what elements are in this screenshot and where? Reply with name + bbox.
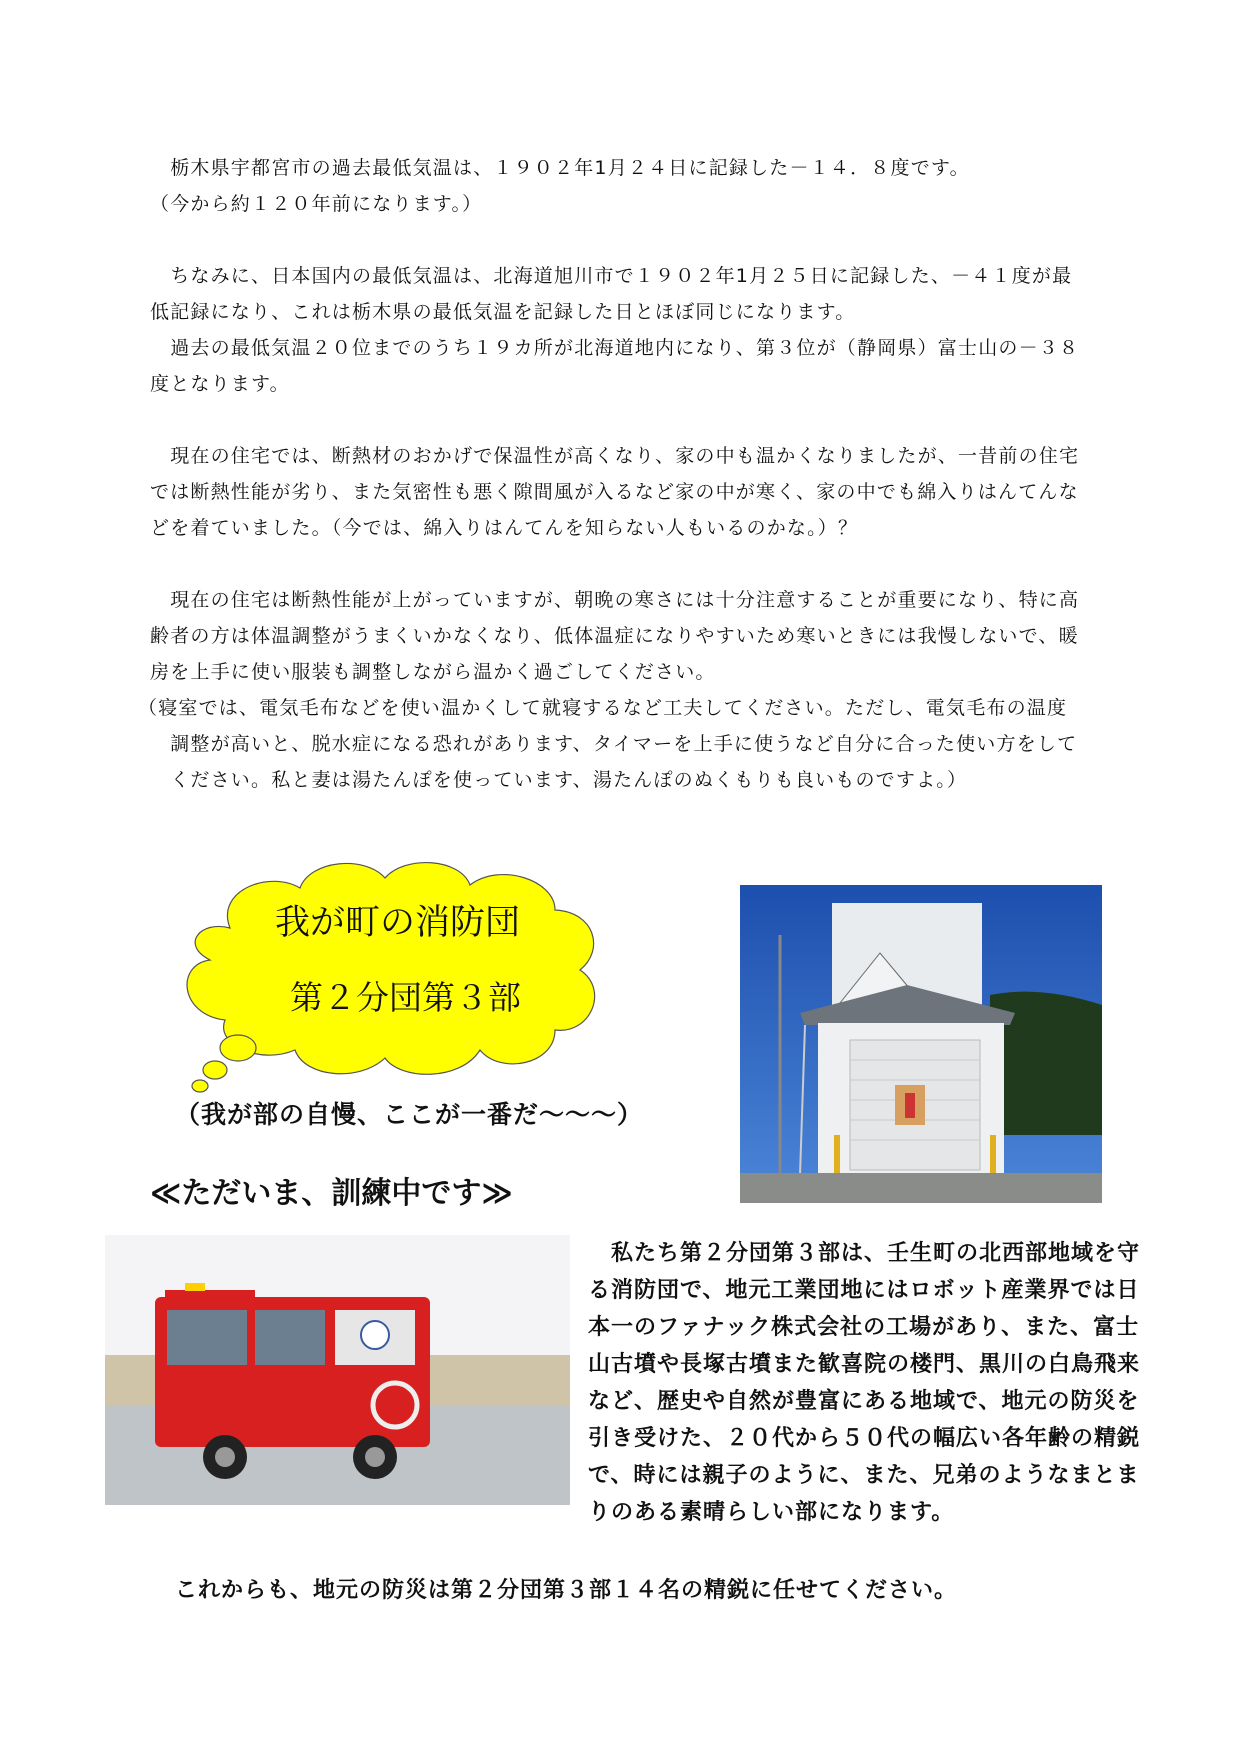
cloud-subtitle: 第２分団第３部	[290, 978, 521, 1017]
text-line: 現在の住宅は断熱性能が上がっていますが、朝晩の寒さには十分注意することが重要になり、特に高	[150, 589, 1080, 611]
text-line: 齢者の方は体温調整がうまくいかなくなり、低体温症になりやすいため寒いときには我慢しないで、暖	[150, 625, 1079, 647]
text-line: 度となります。	[150, 373, 290, 395]
text-line: ください。私と妻は湯たんぽを使っています、湯たんぽのぬくもりも良いものですよ。）	[150, 769, 968, 791]
text-line: どを着ていました。（今では、綿入りはんてんを知らない人もいるのかな。）？	[150, 517, 859, 539]
fire-truck-icon	[105, 1235, 570, 1505]
paragraph-record-low-utsunomiya	[150, 150, 1145, 222]
text-line: では断熱性能が劣り、また気密性も悪く隙間風が入るなど家の中が寒く、家の中でも綿入りはんてんな	[150, 481, 1079, 503]
text-line: 調整が高いと、脱水症になる恐れがあります、タイマーを上手に使うなど自分に合った使い方をして	[150, 733, 1078, 755]
fire-station-photo	[740, 885, 1102, 1203]
cloud-title: 我が町の消防団	[275, 903, 521, 943]
text-line: ちなみに、日本国内の最低気温は、北海道旭川市で１９０２年1月２５日に記録した、－４１度が最	[150, 265, 1073, 287]
text-line: 現在の住宅では、断熱材のおかげで保温性が高くなり、家の中も温かくなりましたが、一昔前の住宅	[150, 445, 1080, 467]
paragraph-housing-insulation	[150, 438, 1145, 546]
paragraph-record-low-japan	[150, 258, 1145, 402]
text-line: 低記録になり、これは栃木県の最低気温を記録した日とほぼ同じになります。	[150, 301, 856, 323]
closing-message: これからも、地元の防災は第２分団第３部１４名の精鋭に任せてください。	[175, 1578, 958, 1603]
section-title: ≪ただいま、訓練中です≫	[150, 1176, 513, 1211]
text-line: 房を上手に使い服装も調整しながら温かく過ごしてください。	[150, 661, 716, 683]
text-line: （今から約１２０年前になります。）	[150, 193, 483, 215]
text-line: （寝室では、電気毛布などを使い温かくして就寝するなど工夫してください。ただし、電気毛布の温度	[138, 697, 1068, 719]
text-line: 栃木県宇都宮市の過去最低気温は、１９０２年1月２４日に記録した－１４．８度です。	[150, 157, 970, 179]
paragraph-cold-advice	[138, 582, 1145, 798]
pride-subtitle: （我が部の自慢、ここが一番だ～～～）	[175, 1100, 644, 1129]
unit-description: 私たち第２分団第３部は、壬生町の北西部地域を守る消防団で、地元工業団地にはロボット産業界では日本一のファナック株式会社の工場があり、また、富士山古墳や長塚古墳また歓喜院の楼門、黒川の白鳥飛来など、歴史や自然が豊富にある地域で、地元の防災を引き受けた、２０代から５０代の幅広い各年齢の精鋭で、時には親子のように、また、兄弟のようなまとまりのある素晴らしい部になります。	[588, 1241, 1141, 1525]
fire-station-icon	[740, 885, 1102, 1203]
fire-truck-photo	[105, 1235, 570, 1505]
text-line: 過去の最低気温２０位までのうち１９カ所が北海道地内になり、第３位が（静岡県）富士山の－３８	[150, 337, 1080, 359]
